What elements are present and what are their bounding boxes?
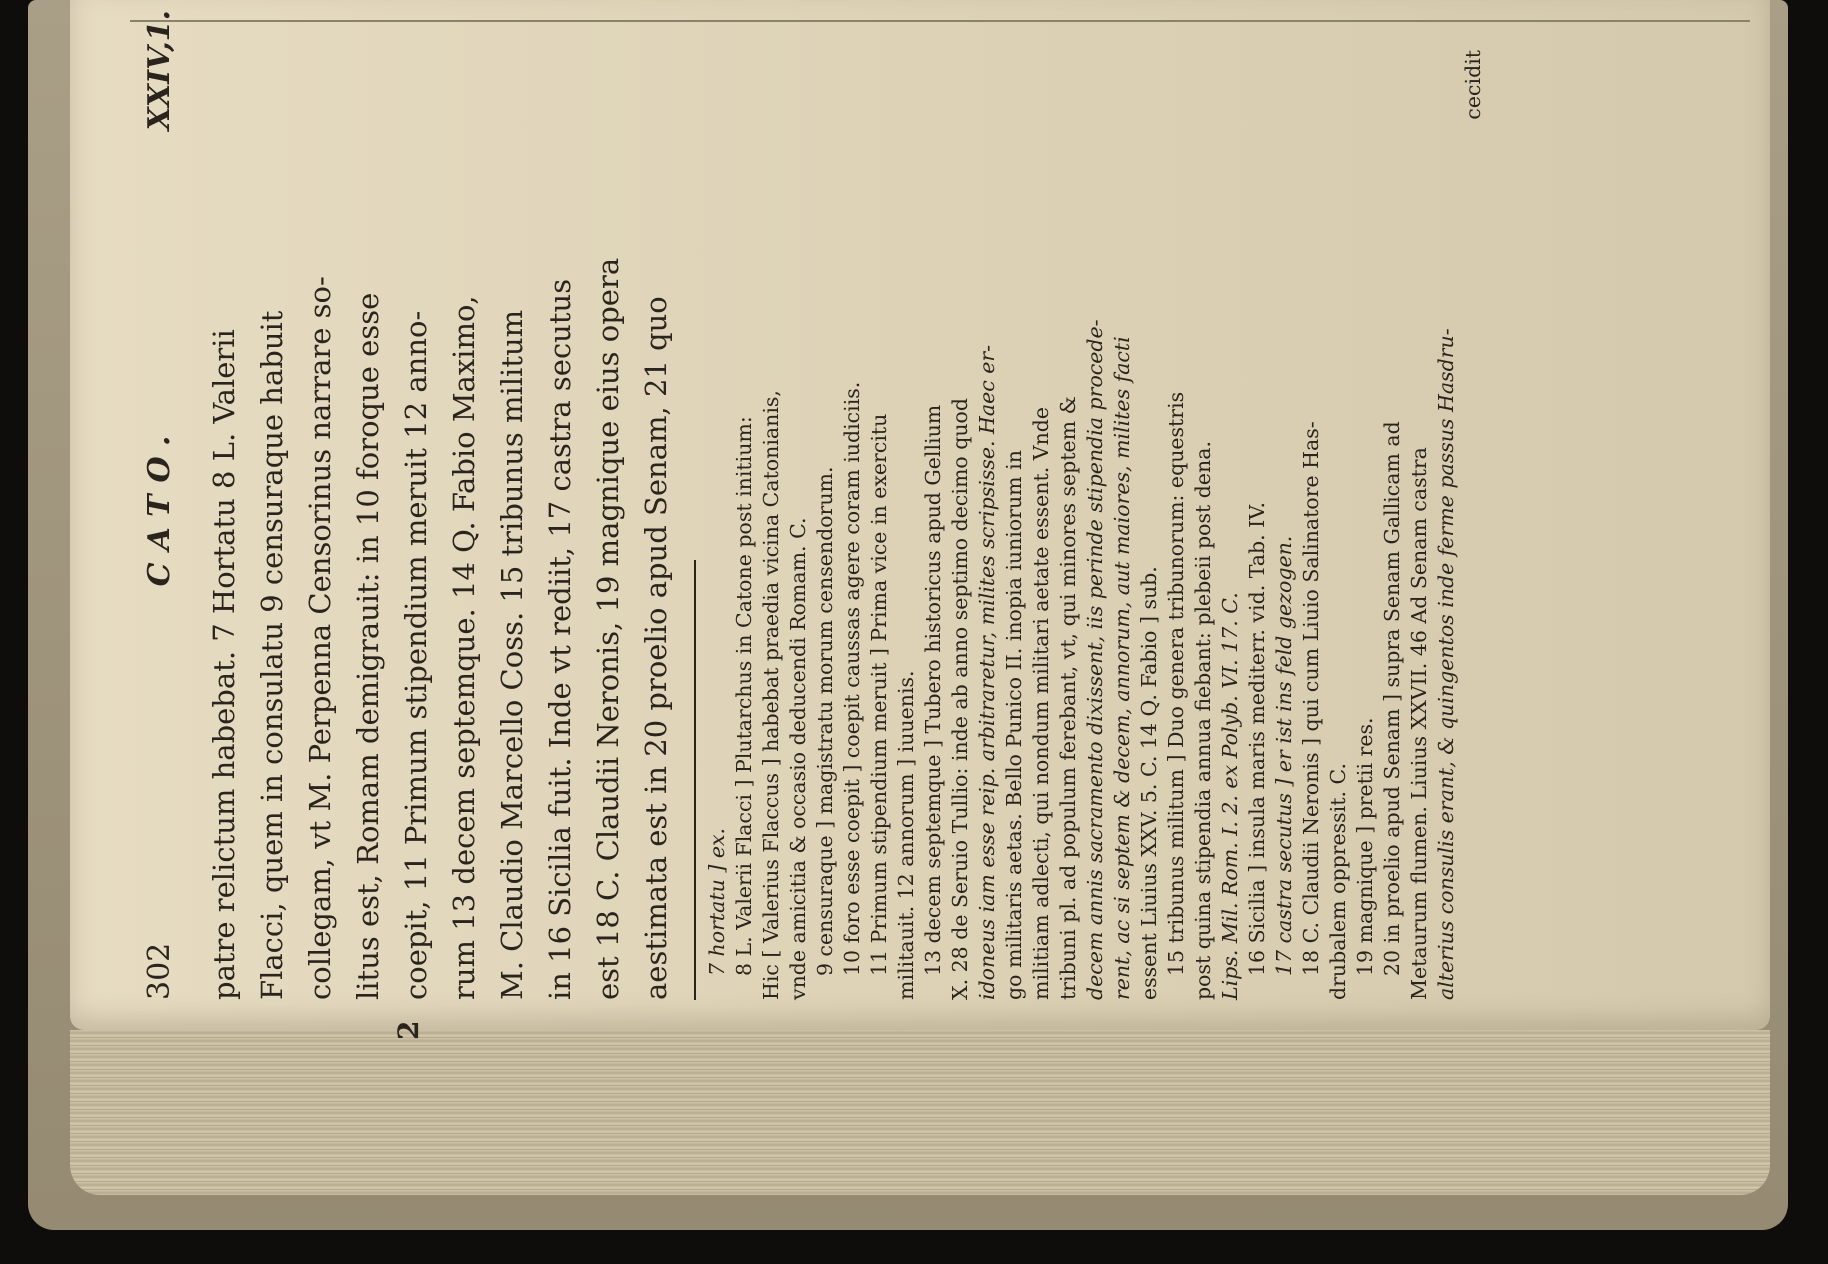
- footnote-line: drubalem oppressit. C.: [1326, 763, 1350, 1000]
- text-line: in 16 Sicilia fuit. Inde vt rediit, 17 castra secutus: [543, 278, 577, 1000]
- rotated-page-text: [130, 10, 1750, 1040]
- text-line: coepit, 11 Primum stipendium meruit 12 anno-: [399, 310, 433, 1000]
- footnote-line: 20 in proelio apud Senam ] supra Senam Gallicam ad: [1380, 421, 1404, 976]
- footnote-line: post quina stipendia annua fiebant: plebeii post dena.: [1191, 441, 1215, 1000]
- footnote-line: Metaurum flumen. Liuius XXVII. 46 Ad Senam castra: [1407, 447, 1431, 1000]
- footnote-line: idoneus iam esse reip. arbitraretur, milites scripsisse. Haec er-: [975, 344, 999, 1000]
- footnote-line: 10 foro esse coepit ] coepit caussas agere coram iudiciis.: [840, 381, 864, 976]
- footnote-line: Hic [ Valerius Flaccus ] habebat praedia vicina Catonianis,: [759, 390, 783, 1000]
- footnote-line: go militaris aetas. Bello Punico II. inopia iuniorum in: [1002, 450, 1026, 1000]
- footnote-line: vnde amicitia & occasio deducendi Romam. C.: [786, 517, 810, 1000]
- footnote-line: 15 tribunus militum ] Duo genera tribunorum: equestris: [1164, 391, 1188, 976]
- footnote-line: 7 hortatu ] ex.: [705, 827, 729, 976]
- footnote-line: 18 C. Claudii Neronis ] qui cum Liuio Salinatore Has-: [1299, 421, 1323, 976]
- page-number: 302: [142, 942, 177, 1000]
- footnote-line: decem annis sacramento dixissent, iis perinde stipendia procede-: [1083, 319, 1107, 1000]
- footnote-line: Lips. Mil. Rom. I. 2. ex Polyb. VI. 17. C.: [1218, 592, 1242, 1000]
- footnote-line: 9 censuraque ] magistratu morum censendorum.: [813, 466, 837, 976]
- footnote-line: rent, ac si septem & decem, annorum, aut maiores, milites facti: [1110, 336, 1134, 1000]
- footnote-line: 11 Primum stipendium meruit ] Prima vice in exercitu: [867, 413, 891, 976]
- text-line: M. Claudio Marcello Coss. 15 tribunus militum: [495, 309, 529, 1000]
- section-reference: XXIV,1.: [142, 10, 177, 131]
- margin-number: 2: [392, 1020, 425, 1040]
- footnote-rule: [694, 560, 696, 1000]
- text-line: aestimata est in 20 proelio apud Senam, 21 quo: [639, 296, 673, 1000]
- text-line: collegam, vt M. Perpenna Censorinus narrare so-: [303, 276, 337, 1000]
- footnote-line: alterius consulis erant, & quingentos inde ferme passus Hasdru-: [1434, 328, 1458, 1000]
- footnote-line: militiam adlecti, qui nondum militari aetate essent. Vnde: [1029, 406, 1053, 1000]
- footnote-line: 8 L. Valerii Flacci ] Plutarchus in Catone post initium:: [732, 416, 756, 976]
- text-line: patre relictum habebat. 7 Hortatu 8 L. Valerii: [207, 329, 241, 1000]
- footnote-line: 13 decem septemque ] Tubero historicus apud Gellium: [921, 404, 945, 976]
- text-line: est 18 C. Claudii Neronis, 19 magnique eius opera: [591, 257, 625, 1000]
- text-line: rum 13 decem septemque. 14 Q. Fabio Maximo,: [447, 295, 481, 1000]
- footnotes: [704, 10, 1487, 1000]
- running-title: CATO.: [142, 423, 177, 587]
- page-edges: [70, 1030, 1770, 1195]
- catchword: cecidit: [1461, 50, 1485, 120]
- footnote-line: 16 Sicilia ] insula maris mediterr. vid. Tab. IV.: [1245, 501, 1269, 976]
- text-line: Flacci, quem in consulatu 9 censuraque habuit: [255, 310, 289, 1000]
- footnote-line: 17 castra secutus ] er ist ins feld gezogen.: [1272, 535, 1296, 976]
- footnote-line: militauit. 12 annorum ] iuuenis.: [894, 670, 918, 1000]
- footnote-line: 19 magnique ] pretii res.: [1353, 717, 1377, 976]
- footnote-line: tribuni pl. ad populum ferebant, vt, qui minores septem &: [1056, 396, 1080, 1000]
- running-header: [130, 10, 190, 1000]
- footnote-line: X. 28 de Seruio Tullio: inde ab anno septimo decimo quod: [948, 397, 972, 1000]
- text-line: litus est, Romam demigrauit: in 10 foroque esse: [351, 292, 385, 1000]
- footnote-line: essent Liuius XXV. 5. C. 14 Q. Fabio ] sub.: [1137, 566, 1161, 1000]
- main-text: [200, 10, 680, 1040]
